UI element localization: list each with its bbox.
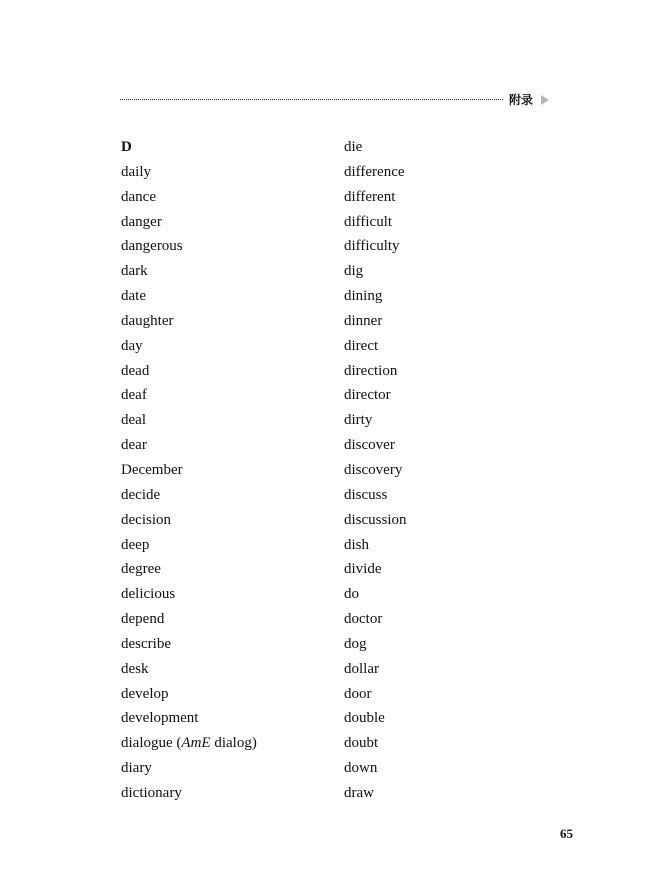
word-entry: danger <box>121 213 162 230</box>
word-entry: dining <box>344 288 383 305</box>
word-entry: dog <box>344 635 367 652</box>
word-entry: develop <box>121 685 169 702</box>
word-entry-dialogue <box>121 731 257 756</box>
dialogue-variant: dialog) <box>210 735 257 752</box>
word-entry: draw <box>344 784 374 801</box>
word-entry: die <box>344 139 363 155</box>
page-number: 65 <box>560 826 573 841</box>
word-entry: difference <box>344 163 405 180</box>
word-entry: do <box>344 586 359 603</box>
word-entry: discuss <box>344 486 388 503</box>
running-header <box>120 92 550 108</box>
word-entry: doctor <box>344 611 383 628</box>
dialogue-variant-tag: AmE <box>181 735 211 752</box>
word-entry: difficulty <box>344 238 400 255</box>
section-letter: D <box>121 139 132 155</box>
word-entry: dish <box>344 536 370 553</box>
word-entry: dinner <box>344 312 383 329</box>
word-entry: daily <box>121 163 151 180</box>
word-entry: dead <box>121 362 150 379</box>
word-entry: down <box>344 760 378 777</box>
word-entry: degree <box>121 561 161 578</box>
word-entry: discover <box>344 437 395 454</box>
word-entry: desk <box>121 660 149 677</box>
header-dotted-rule <box>120 99 503 100</box>
dialogue-open: ( <box>172 735 182 752</box>
header-label: 附录 <box>509 93 534 107</box>
word-entry: deaf <box>121 387 147 404</box>
word-entry: discovery <box>344 461 403 478</box>
word-entry: dig <box>344 263 364 280</box>
word-entry: dance <box>121 188 156 205</box>
word-entry: door <box>344 685 372 702</box>
word-entry: dirty <box>344 412 373 429</box>
word-entry: day <box>121 337 143 354</box>
word-entry: divide <box>344 561 382 578</box>
word-entry: direct <box>344 337 379 354</box>
word-entry: depend <box>121 611 165 628</box>
word-entry: development <box>121 710 199 727</box>
word-entry: director <box>344 387 391 404</box>
word-list-right-column <box>344 135 407 806</box>
word-entry: dear <box>121 437 147 454</box>
word-entry: dollar <box>344 660 379 677</box>
word-entry: discussion <box>344 511 407 528</box>
word-entry: dark <box>121 263 148 280</box>
word-entry: deal <box>121 412 146 429</box>
word-entry: dangerous <box>121 238 183 255</box>
word-entry: diary <box>121 760 152 777</box>
word-entry: dictionary <box>121 784 182 801</box>
word-entry: difficult <box>344 213 393 230</box>
triangle-arrow-icon <box>541 95 549 105</box>
word-entry: date <box>121 288 146 305</box>
word-entry: deep <box>121 536 150 553</box>
word-entry: different <box>344 188 396 205</box>
word-entry: decide <box>121 486 161 503</box>
word-entry: daughter <box>121 312 174 329</box>
word-entry: December <box>121 461 183 478</box>
word-entry: doubt <box>344 735 379 752</box>
dialogue-word: dialogue <box>121 735 173 752</box>
word-entry: direction <box>344 362 398 379</box>
word-entry: decision <box>121 511 171 528</box>
word-list-left-column <box>121 135 257 806</box>
word-entry: delicious <box>121 586 176 603</box>
word-entry: describe <box>121 635 171 652</box>
word-entry: double <box>344 710 385 727</box>
